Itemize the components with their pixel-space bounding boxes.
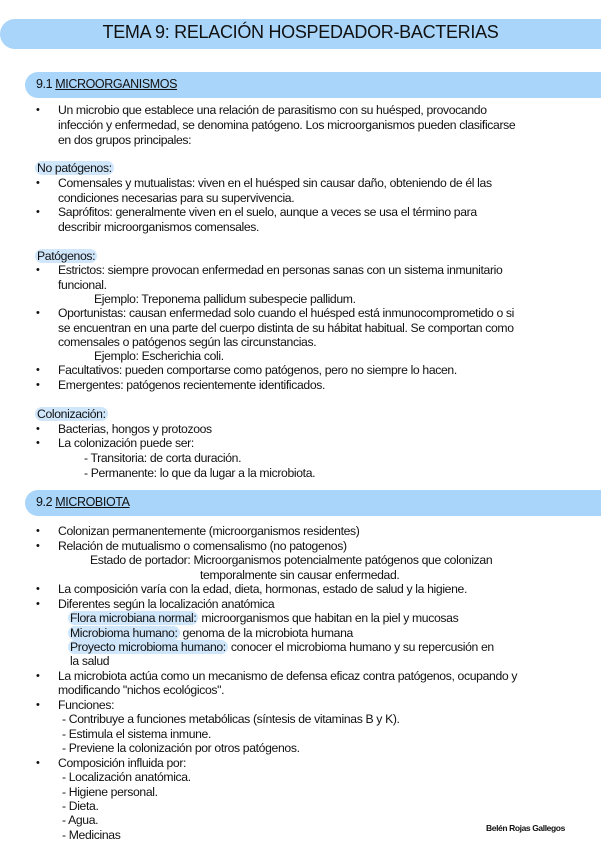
section-title-9-2: 9.2 MICROBIOTA [36,495,130,509]
text-line: se encuentran en una parte del cuerpo distinta de su hábitat habitual. Se comportan como [58,321,514,335]
text-line: Estado de portador: Microorganismos potencialmente patógenos que colonizan [90,553,493,567]
bullet: • [36,583,40,595]
text-line: - Medicinas [62,828,121,842]
text-line: - Permanente: lo que da lugar a la microbiota. [84,466,316,480]
text-line: Bacterias, hongos y protozoos [58,422,212,436]
bullet: • [36,437,40,449]
bullet: • [36,104,40,116]
bullet: • [36,206,40,218]
example-line: Ejemplo: Treponema pallidum subespecie pallidum. [94,292,356,306]
text-line: funcional. [58,278,107,292]
bullet: • [36,598,40,610]
text-line: Comensales y mutualistas: viven en el huésped sin causar daño, obteniendo de él las [58,176,492,190]
term-flora: Flora microbiana normal: [70,611,197,625]
subheading-no-patogenos: No patógenos: [37,161,112,175]
subheading-patogenos: Patógenos: [37,249,96,263]
bullet: • [36,364,40,376]
text-line: - Dieta. [62,799,99,813]
text-line: Diferentes según la localización anatómica [58,597,275,611]
bullet: • [36,525,40,537]
text-line: La colonización puede ser: [58,436,194,450]
bullet: • [36,423,40,435]
definition-line [70,611,458,626]
text-line: Estrictos: siempre provocan enfermedad en personas sanas con un sistema inmunitario [58,263,503,277]
subheading-colonizacion: Colonización: [37,407,106,421]
text-line: Emergentes: patógenos recientemente identificados. [58,378,326,392]
definition-line [70,640,494,655]
text-line: La microbiota actúa como un mecanismo de defensa eficaz contra patógenos, ocupando y [58,669,518,683]
definition-line [70,626,353,641]
definition: genoma de la microbiota humana [179,626,353,640]
term-microbioma: Microbioma humano: [70,626,178,640]
text-line: - Localización anatómica. [62,770,191,784]
text-line: - Transitoria: de corta duración. [84,451,242,465]
text-line: - Previene la colonización por otros patógenos. [62,741,300,755]
text-line: Colonizan permanentemente (microorganismos residentes) [58,524,360,538]
bullet: • [36,699,40,711]
bullet: • [36,670,40,682]
text-line: infección y enfermedad, se denomina patógeno. Los microorganismos pueden clasificarse [58,118,516,132]
bullet: • [36,177,40,189]
text-line: Saprófitos: generalmente viven en el suelo, aunque a veces se usa el término para [58,205,477,219]
example-line: Ejemplo: Escherichia coli. [94,349,224,363]
bullet: • [36,540,40,552]
definition: microorganismos que habitan en la piel y mucosas [198,611,459,625]
text-line: comensales o patógenos según las circunstancias. [58,335,317,349]
bullet: • [36,757,40,769]
text-line: - Higiene personal. [62,785,158,799]
section-title-9-1: 9.1 MICROORGANISMOS [36,77,178,91]
text-line: Funciones: [58,698,115,712]
text-line: - Contribuye a funciones metabólicas (síntesis de vitaminas B y K). [62,712,400,726]
text-line: Relación de mutualismo o comensalismo (no patogenos) [58,539,347,553]
text-line: modificando "nichos ecológicos". [58,683,225,697]
definition: conocer el microbioma humano y su repercusión en [227,640,494,654]
text-line: - Estimula el sistema inmune. [62,727,212,741]
text-line: condiciones necesarias para su supervivencia. [58,191,295,205]
text-line: - Agua. [62,813,99,827]
bullet: • [36,264,40,276]
text-line: temporalmente sin causar enfermedad. [200,568,400,582]
term-proyecto: Proyecto microbioma humano: [70,640,226,654]
text-line: Oportunistas: causan enfermedad solo cuando el huésped está inmunocomprometido o si [58,306,515,320]
text-line: Facultativos: pueden comportarse como patógenos, pero no siempre lo hacen. [58,363,457,377]
text-line: Composición influida por: [58,756,187,770]
bullet: • [36,379,40,391]
page-title: TEMA 9: RELACIÓN HOSPEDADOR-BACTERIAS [102,22,499,42]
text-line: la salud [70,654,110,668]
bullet: • [36,307,40,319]
text-line: La composición varía con la edad, dieta, hormonas, estado de salud y la higiene. [58,582,467,596]
text-line: en dos grupos principales: [58,133,192,147]
author-signature: Belén Rojas Gallegos [486,823,565,833]
text-line: describir microorganismos comensales. [58,220,260,234]
text-line: Un microbio que establece una relación de parasitismo con su huésped, provocando [58,103,487,117]
